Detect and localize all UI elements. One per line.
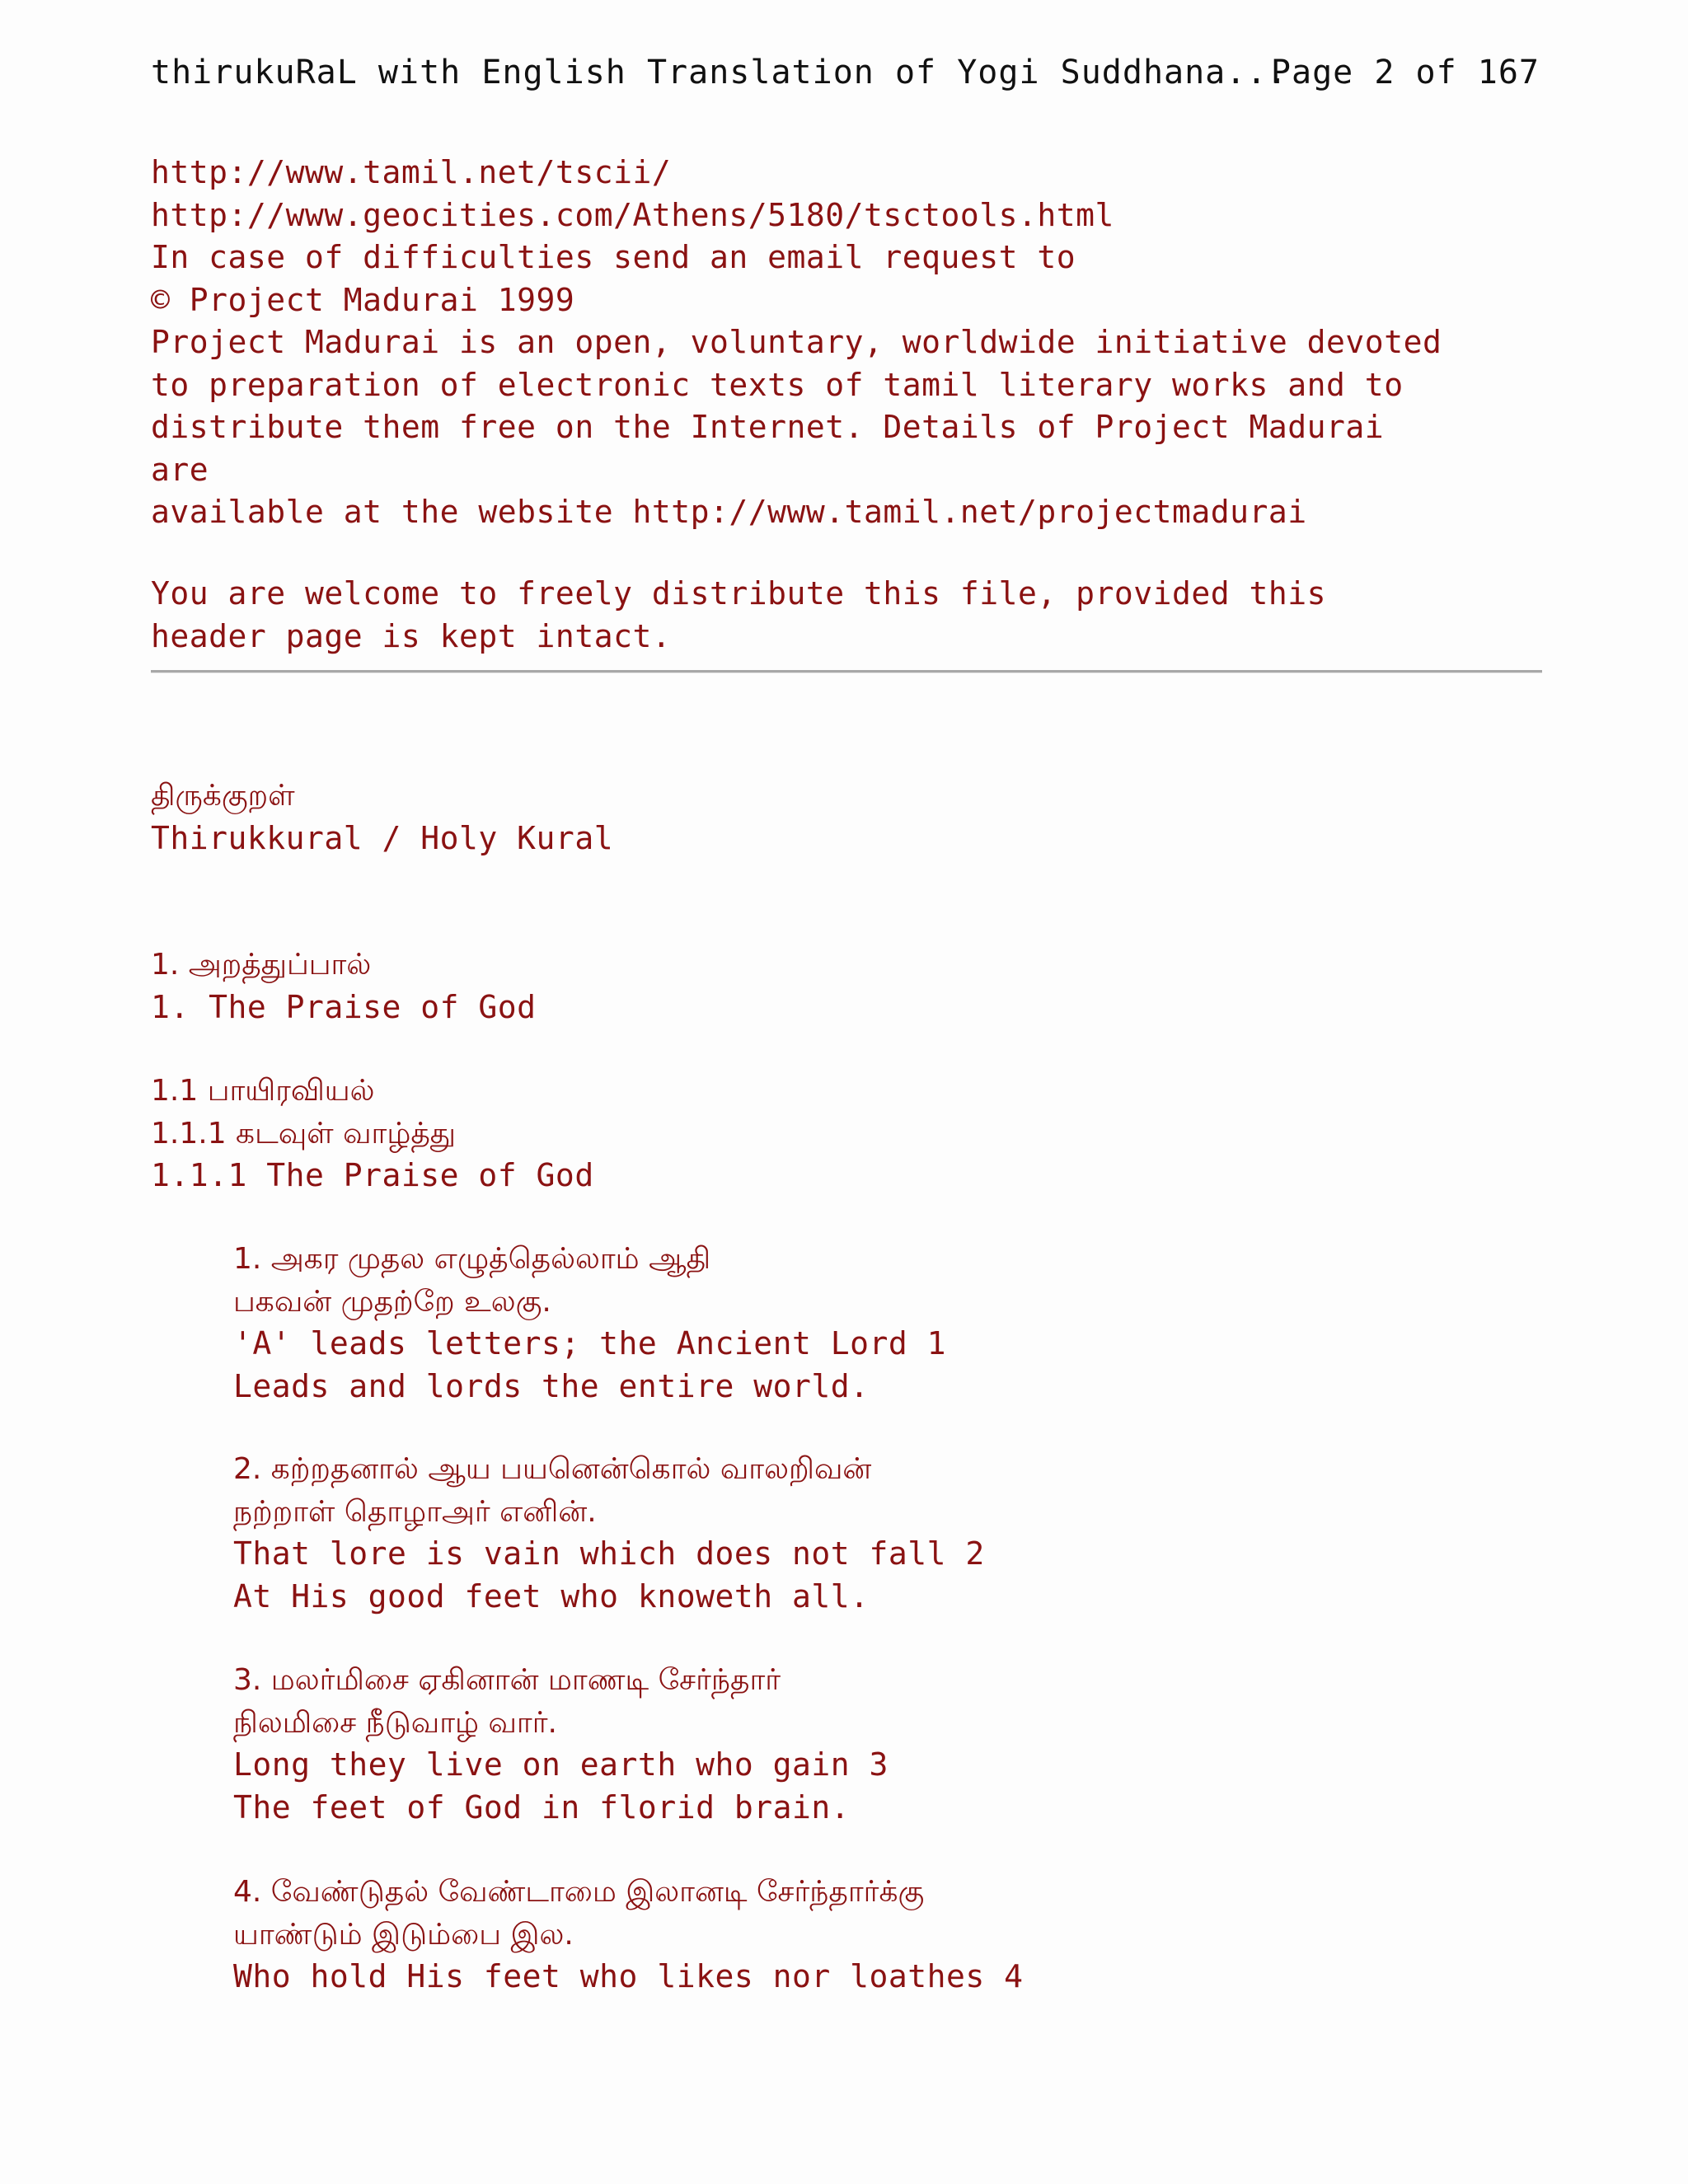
distribution-notice — [151, 573, 1326, 658]
chapter-tamil: 1.1.1 கடவுள் வாழ்த்து — [151, 1116, 457, 1151]
verse-tamil-line: பகவன் முதற்றே உலகு. — [233, 1284, 551, 1319]
horizontal-rule — [151, 670, 1542, 673]
verse-2 — [233, 1448, 985, 1618]
section-tamil: 1. அறத்துப்பால் — [151, 948, 372, 982]
title-tamil: திருக்குறள் — [151, 779, 295, 813]
verse-english-line: At His good feet who knoweth all. — [233, 1577, 870, 1615]
verse-tamil-line: யாண்டும் இடும்பை இல. — [233, 1917, 574, 1952]
chapter-english: 1.1.1 The Praise of God — [151, 1157, 594, 1193]
verse-tamil-line: நற்றாள் தொழாஅர் எனின். — [233, 1494, 597, 1529]
intro-line: In case of difficulties send an email request to — [151, 239, 1076, 275]
title-english: Thirukkural / Holy Kural — [151, 819, 614, 856]
notice-line: header page is kept intact. — [151, 617, 672, 654]
verse-tamil-line: 3. மலர்மிசை ஏகினான் மாணடி சேர்ந்தார் — [233, 1663, 781, 1697]
verse-tamil-line: 1. அகர முதல எழுத்தெல்லாம் ஆதி — [233, 1242, 711, 1276]
tsctools-link[interactable]: http://www.geocities.com/Athens/5180/tsctools.html — [151, 196, 1114, 233]
verse-english-line: That lore is vain which does not fall 2 — [233, 1535, 985, 1572]
tscii-link[interactable]: http://www.tamil.net/tscii/ — [151, 154, 672, 190]
intro-line: Project Madurai is an open, voluntary, worldwide initiative devoted — [151, 324, 1442, 360]
section-heading — [151, 944, 537, 1029]
verse-english-line: Long they live on earth who gain 3 — [233, 1746, 889, 1783]
verse-english-line: Who hold His feet who likes nor loathes 4 — [233, 1958, 1024, 1994]
page-number: Page 2 of 167 — [1270, 54, 1540, 91]
verse-english-line: The feet of God in florid brain. — [233, 1788, 851, 1825]
website-line: available at the website http://www.tamil.net/projectmadurai — [151, 494, 1307, 530]
verse-1 — [233, 1238, 946, 1408]
subsection-tamil: 1.1 பாயிரவியல் — [151, 1074, 375, 1108]
verse-tamil-line: 4. வேண்டுதல் வேண்டாமை இலானடி சேர்ந்தார்க்கு — [233, 1875, 925, 1909]
intro-line: are — [151, 451, 209, 488]
verse-tamil-line: நிலமிசை நீடுவாழ் வார். — [233, 1705, 557, 1740]
intro-line: to preparation of electronic texts of tamil literary works and to — [151, 366, 1404, 403]
intro-block — [151, 152, 1442, 534]
verse-3 — [233, 1659, 889, 1829]
verse-4 — [233, 1871, 1024, 1999]
verse-tamil-line: 2. கற்றதனால் ஆய பயனென்கொல் வாலறிவன் — [233, 1452, 872, 1486]
intro-line: distribute them free on the Internet. Details of Project Madurai — [151, 409, 1385, 445]
work-title — [151, 775, 613, 860]
verse-english-line: Leads and lords the entire world. — [233, 1367, 870, 1404]
subsection-heading — [151, 1070, 594, 1197]
section-english: 1. The Praise of God — [151, 988, 537, 1025]
document-title: thirukuRaL with English Translation of Yogi Suddhana... — [151, 54, 1288, 91]
copyright-line: © Project Madurai 1999 — [151, 281, 575, 318]
page-header — [151, 48, 1540, 97]
notice-line: You are welcome to freely distribute this file, provided this — [151, 575, 1327, 612]
verse-english-line: 'A' leads letters; the Ancient Lord 1 — [233, 1325, 946, 1361]
